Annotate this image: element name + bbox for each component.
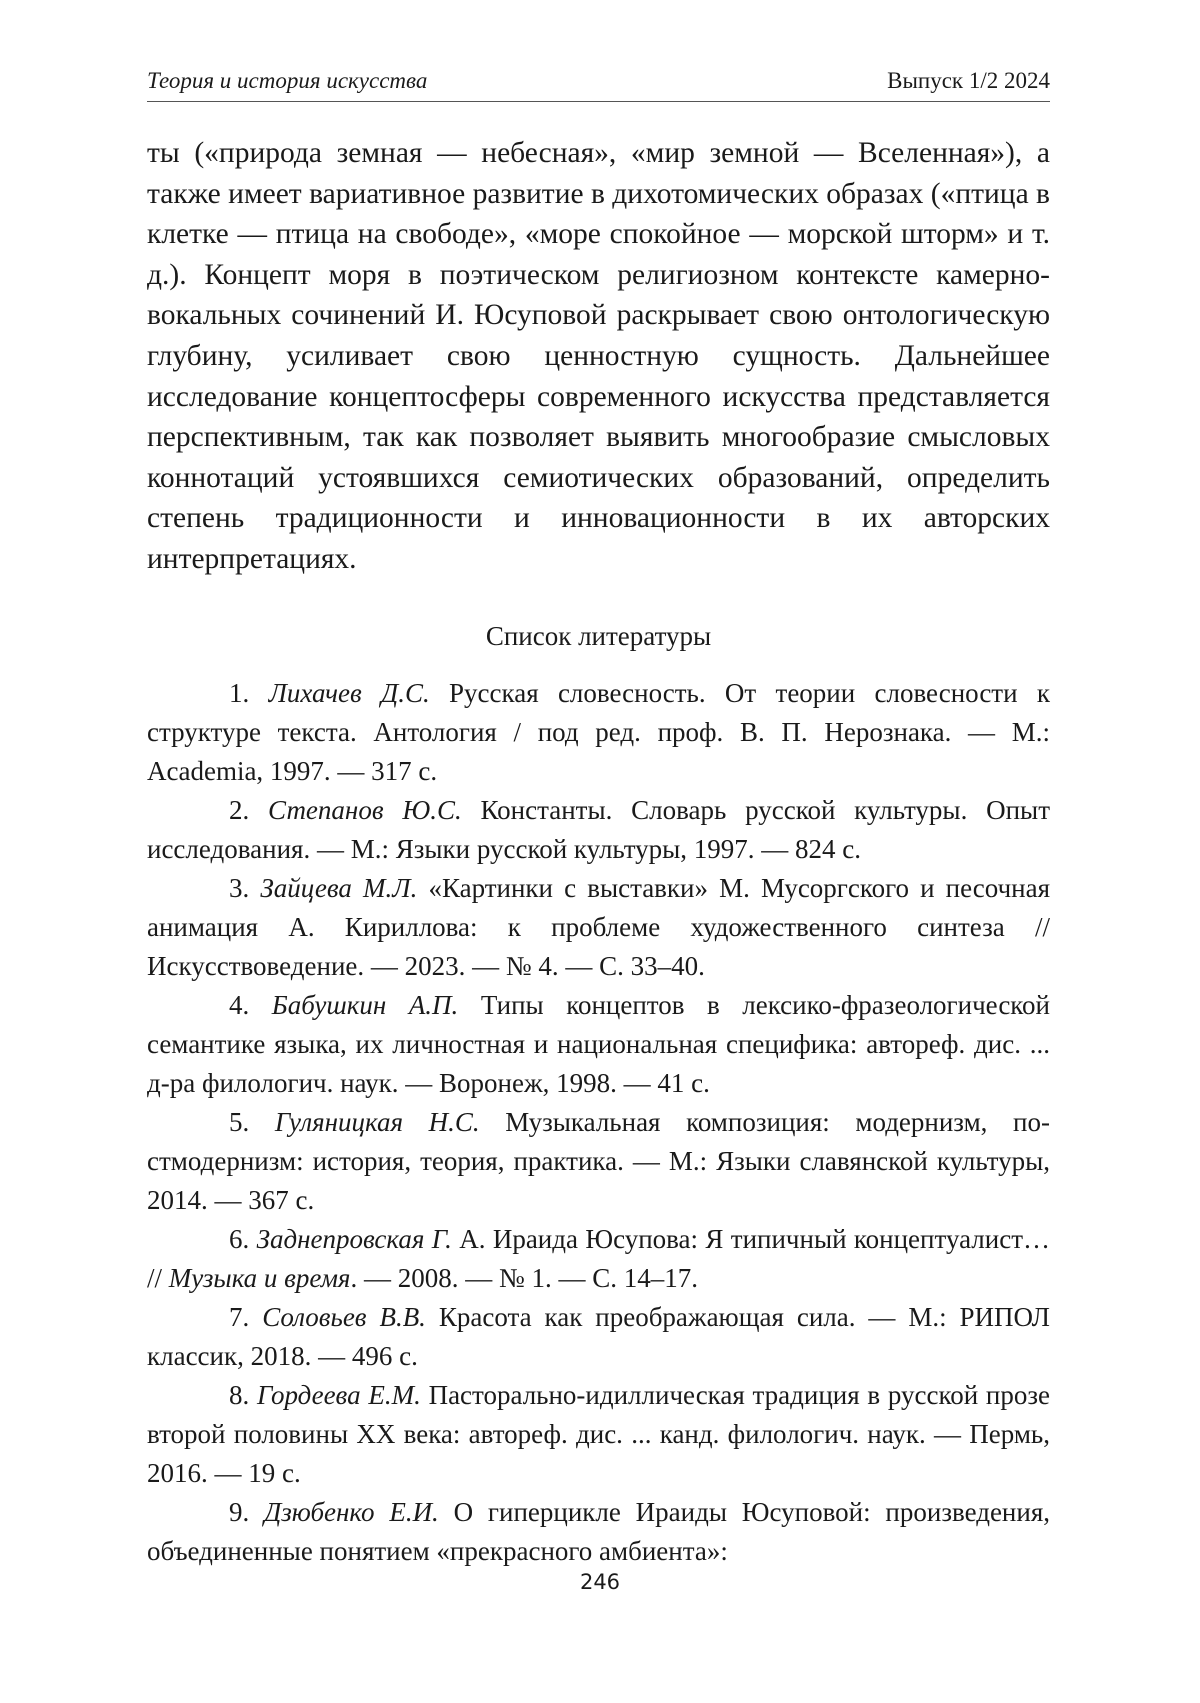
reference-text: А. Ираида Юсупова: Я типичный концептуалист… //	[147, 1224, 1051, 1293]
references-heading: Список литературы	[485, 621, 712, 651]
reference-item	[147, 986, 1050, 1103]
reference-text: Красота как преображающая сила. — М.: РИПОЛ классик, 2018. — 496 с.	[147, 1302, 1050, 1371]
reference-author: Зайцева М.Л.	[260, 873, 418, 903]
reference-number: 5.	[229, 1107, 275, 1137]
body-paragraph: ты («природа земная — небесная», «мир земной — Вселенная»), а также имеет вариативное развитие в дихотомических образах («птица в клетке — птица на свободе», «море спокойное — морской шторм» и т. д.). Концепт моря в поэтическом религиозном контексте камерно-вокальных сочинений И. Юсуповой раскрывает свою онтологическую глубину, усиливает свою ценностную сущность. Дальнейшее исследование концептосферы современного искусства представляется перспективным, так как позволяет выявить многообразие смысловых коннотаций устоявшихся семиотических образований, определить степень традиционности и инновационности в их авторских интерпретациях.	[147, 137, 1050, 575]
reference-author: Гуляницкая Н.С.	[274, 1107, 480, 1137]
reference-text: Музыкальная композиция: модернизм, постмодернизм: история, теория, практика. — М.: Языки славянской культуры, 2014. — 367 с.	[147, 1107, 1050, 1215]
reference-author: Степанов Ю.С.	[268, 795, 462, 825]
reference-item	[147, 1376, 1050, 1493]
reference-text: О гиперцикле Ираиды Юсуповой: произведения, объединенные понятием «прекрасного амбиента»:	[147, 1497, 1050, 1566]
reference-author: Бабушкин А.П.	[271, 990, 459, 1020]
reference-item	[147, 674, 1050, 791]
reference-number: 9.	[229, 1497, 265, 1527]
running-header	[147, 66, 1050, 96]
reference-author: Дзюбенко Е.И.	[264, 1497, 439, 1527]
reference-number: 3.	[229, 873, 261, 903]
reference-item	[147, 869, 1050, 986]
reference-text: Пасторально-идиллическая традиция в русской прозе второй половины XX века: автореф. дис. ... канд. филологич. наук. — Пермь, 2016. — 19 с.	[147, 1380, 1051, 1488]
reference-text: Русская словесность. От теории словесности к структуре текста. Антология / под ред. проф. В. П. Нерознака. — М.: Academia, 1997. — 317 с.	[147, 678, 1050, 786]
reference-text-tail: . — 2008. — № 1. — С. 14–17.	[350, 1263, 699, 1293]
reference-item	[147, 1493, 1050, 1571]
reference-author: Лихачев Д.С.	[268, 678, 430, 708]
reference-journal-title: Музыка и время	[168, 1263, 351, 1293]
reference-item	[147, 1103, 1050, 1220]
reference-number: 8.	[229, 1380, 257, 1410]
reference-item	[147, 791, 1050, 869]
issue-label: Выпуск 1/2 2024	[887, 68, 1050, 93]
reference-number: 7.	[229, 1302, 263, 1332]
header-divider	[147, 101, 1050, 102]
reference-author: Заднепровская Г.	[256, 1224, 452, 1254]
reference-number: 2.	[229, 795, 269, 825]
references-list	[147, 674, 1050, 1571]
reference-number: 6.	[229, 1224, 257, 1254]
page-number: 246	[579, 1570, 621, 1594]
reference-author: Гордеева Е.М.	[257, 1380, 421, 1410]
journal-title: Теория и история искусства	[147, 68, 428, 93]
reference-number: 1.	[229, 678, 269, 708]
reference-text: Константы. Словарь русской культуры. Опыт исследования. — М.: Языки русской культуры, 1997. — 824 с.	[147, 795, 1051, 864]
reference-author: Соловьев В.В.	[262, 1302, 426, 1332]
reference-text: Типы концептов в лексико-фразеологической семантике языка, их личностная и национальная специфика: автореф. дис. ... д-ра филологич. наук. — Воронеж, 1998. — 41 с.	[147, 990, 1051, 1098]
reference-number: 4.	[229, 990, 272, 1020]
reference-item	[147, 1298, 1050, 1376]
reference-item	[147, 1220, 1050, 1298]
reference-text: «Картинки с выставки» М. Мусоргского и песочная анимация А. Кириллова: к проблеме художественного синтеза // Искусствоведение. — 2023. — № 4. — С. 33–40.	[147, 873, 1051, 981]
